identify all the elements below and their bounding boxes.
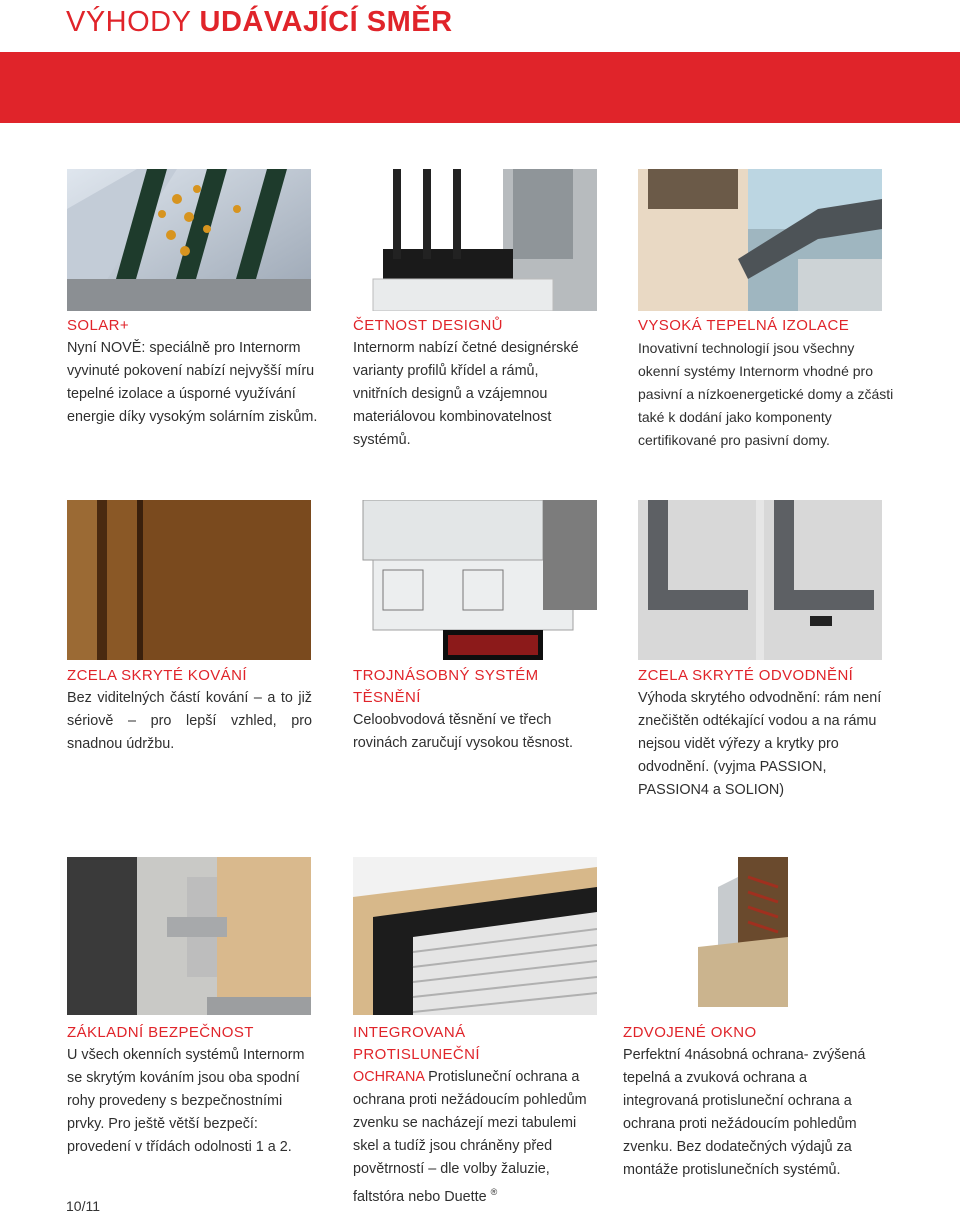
feature-insulation [638,315,900,452]
feature-fittings [67,665,312,756]
title-bold: UDÁVAJÍCÍ SMĚR [199,6,453,38]
feature-heading: ZCELA SKRYTÉ ODVODNĚNÍ [638,667,854,684]
hidden-drainage-photo [638,500,882,660]
feature-text: Výhoda skrytého odvodnění: rám není znečištěn odtékající vodou a na rámu nejsou vidět výřezy a krytky pro odvodnění. (vyjma PASSION, PASSION4 a SOLION) [638,690,882,798]
feature-heading: ZCELA SKRYTÉ KOVÁNÍ [67,667,247,684]
feature-text [353,1066,593,1209]
feature-double-window [623,1022,885,1182]
feature-security [67,1022,314,1159]
feature-heading: ČETNOST DESIGNŮ [353,317,503,334]
integrated-shading-photo [353,857,597,1015]
feature-heading: VYSOKÁ TEPELNÁ IZOLACE [638,317,850,334]
feature-drainage [638,665,900,802]
feature-heading: SOLAR+ [67,317,130,334]
feature-text: Celoobvodová těsnění ve třech rovinách zaručují vysokou těsnost. [353,712,573,751]
feature-heading: INTEGROVANÁ PROTISLUNEČNÍ [353,1024,480,1063]
feature-text: U všech okenních systémů Internorm se skrytým kováním jsou oba spodní rohy provedeny s bezpečnostními prvky. Pro ještě větší bezpečí: provedení v třídách odolnosti 1 a 2. [67,1047,305,1155]
feature-solar [67,315,329,429]
double-window-photo [638,857,882,1015]
feature-shading [353,1022,593,1209]
feature-text: Nyní NOVĚ: speciálně pro Internorm vyvinuté pokovení nabízí nejvyšší míru tepelné izolace a úsporné využívání energie díky vysokým solárním ziskům. [67,340,318,425]
feature-seal [353,665,593,755]
feature-text: Perfektní 4násobná ochrana- zvýšená tepelná a zvuková ochrana a integrovaná protisluneční ochrana a ochrana proti nežádoucím pohledům zvenku. Bez dodatečných výdajů za montáže protislunečních systémů. [623,1047,866,1178]
feature-text-body: Protisluneční ochrana a ochrana proti nežádoucím pohledům zvenku se nacházejí mezi tabulemi skel a tudíž jsou chráněny před povětrností – dle volby žaluzie, faltstóra nebo Duette [353,1069,587,1205]
feature-text: Bez viditelných částí kování – a to již sériově – pro lepší vzhled, pro snadnou údržbu. [67,690,312,752]
registered-mark: ® [490,1187,498,1197]
page-number: 10/11 [66,1198,100,1214]
page-title [66,4,453,40]
feature-text: Internorm nabízí četné designérské varianty profilů křídel a rámů, vnitřních designů a vzájemnou materiálovou kombinovatelnost systémů. [353,340,579,448]
red-banner [0,52,960,123]
solar-glazing-photo [67,169,311,311]
triple-seal-photo [353,500,597,660]
feature-heading: TROJNÁSOBNÝ SYSTÉM TĚSNĚNÍ [353,667,539,706]
basic-security-photo [67,857,311,1015]
thermal-insulation-photo [638,169,882,311]
feature-heading: ZÁKLADNÍ BEZPEČNOST [67,1024,254,1041]
feature-design [353,315,593,452]
feature-heading-continued: OCHRANA [353,1069,425,1085]
feature-text: Inovativní technologií jsou všechny okenní systémy Internorm vhodné pro pasivní a nízkoenergetické domy a zčásti také k dodání jako komponenty certifikované pro pasivní domy. [638,340,894,448]
feature-heading: ZDVOJENÉ OKNO [623,1024,757,1041]
design-profile-photo [353,169,597,311]
title-light: VÝHODY [66,6,200,38]
hidden-fittings-photo [67,500,311,660]
